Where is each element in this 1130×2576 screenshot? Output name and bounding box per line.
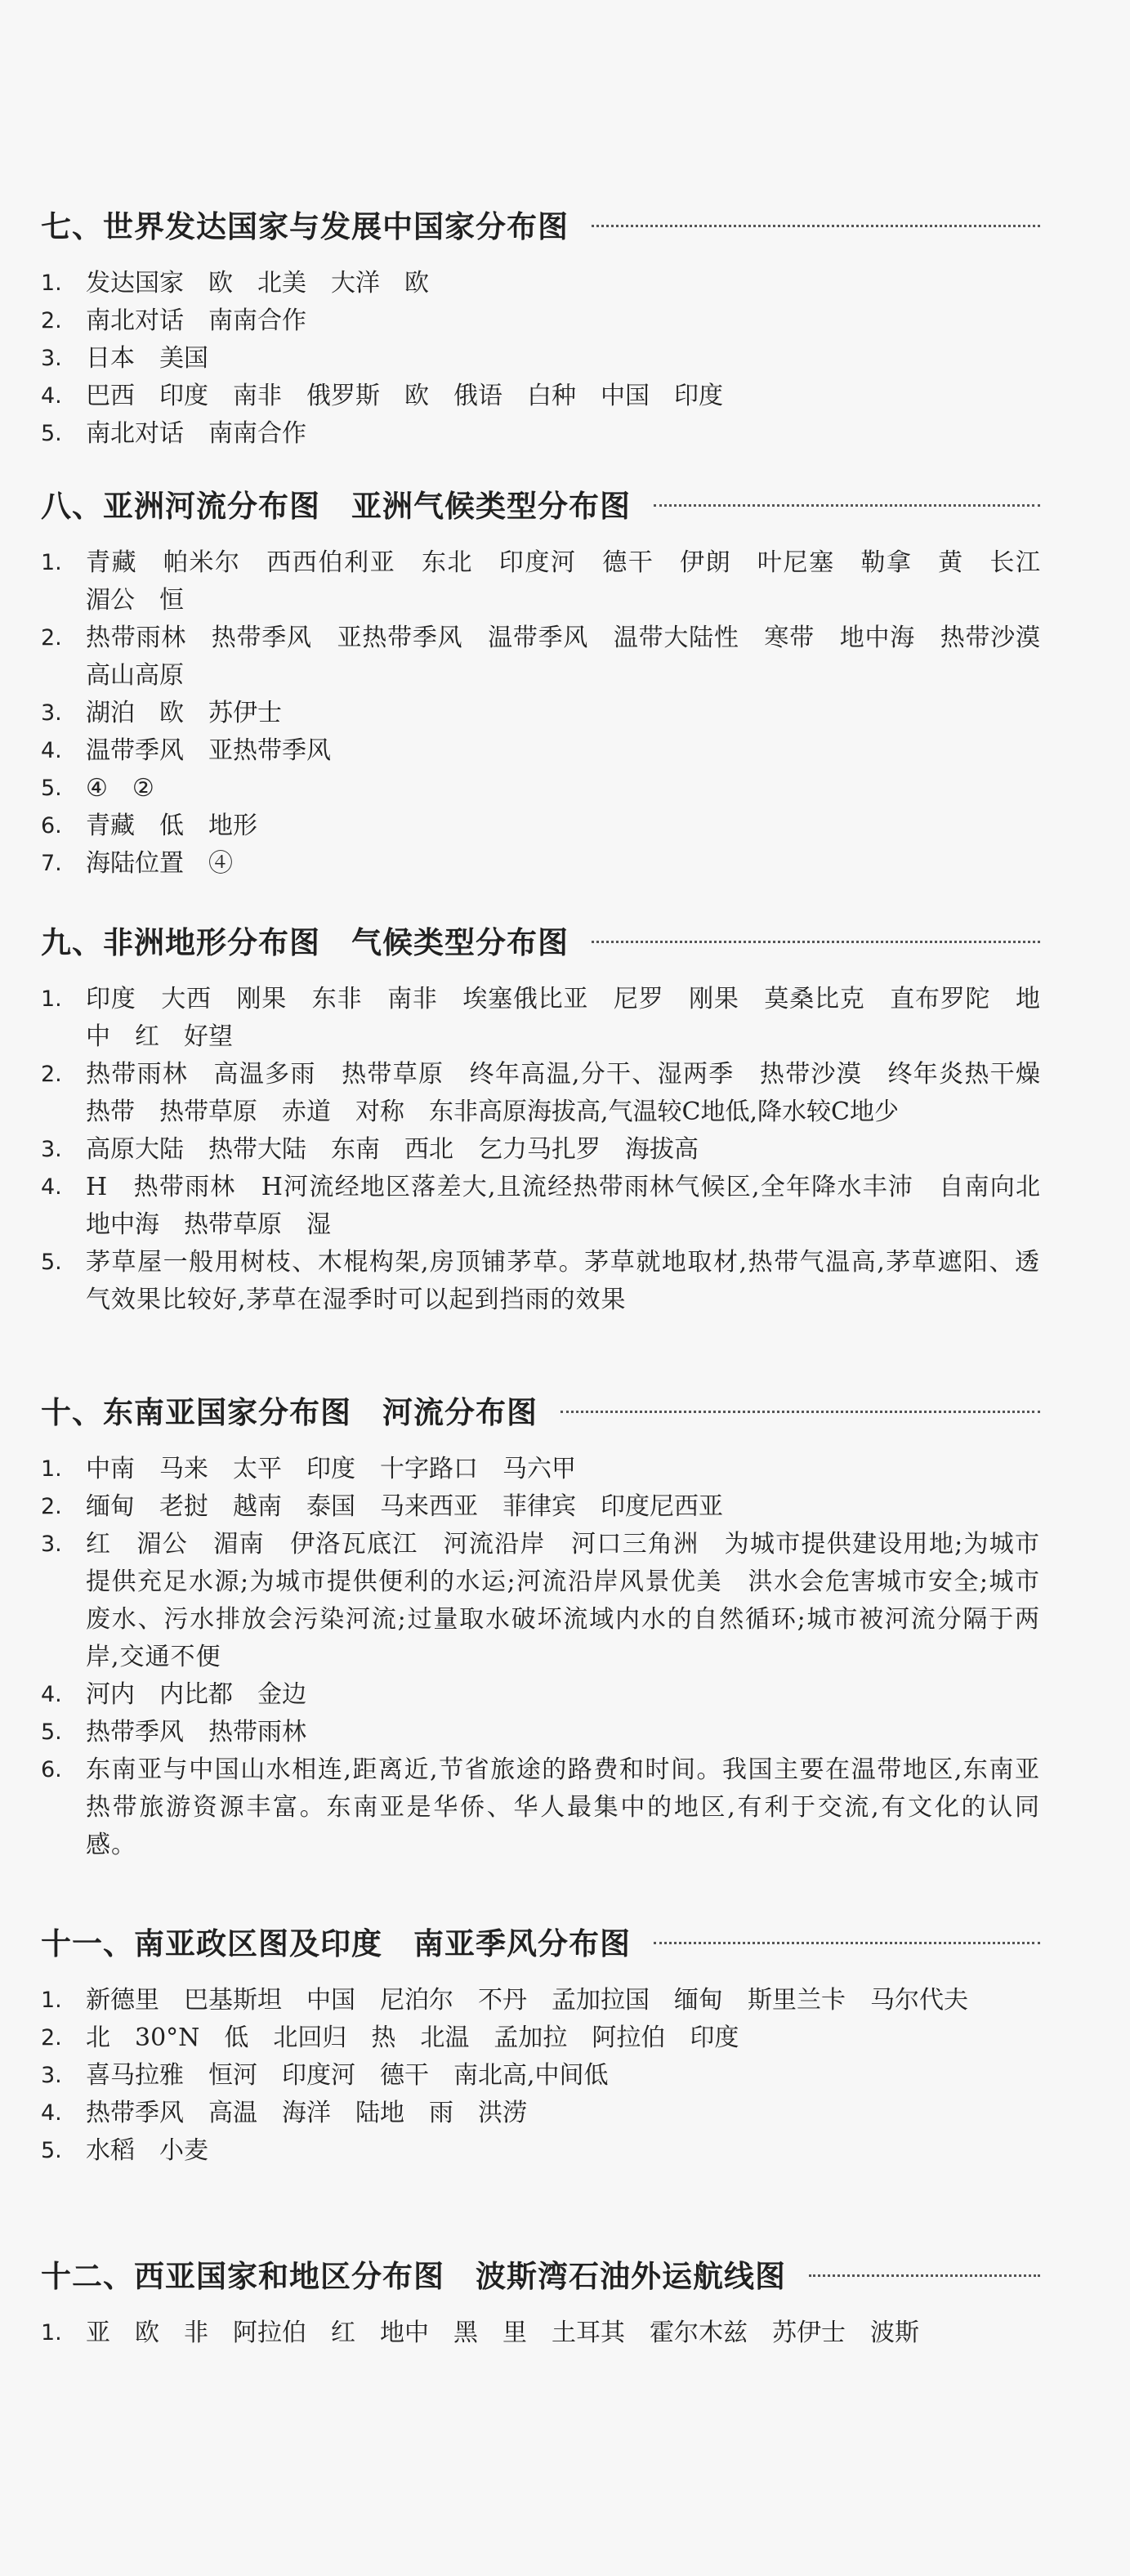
- item-text: 印度 大西 刚果 东非 南非 埃塞俄比亚 尼罗 刚果 莫桑比克 直布罗陀 地中 红 好望: [86, 985, 1040, 1051]
- dotted-leader: [809, 2274, 1040, 2277]
- item-text: 热带季风 高温 海洋 陆地 雨 洪涝: [86, 2099, 527, 2127]
- item-number: 3.: [41, 1532, 62, 1557]
- dotted-leader: [654, 1942, 1040, 1944]
- item-number: 1.: [41, 550, 62, 575]
- answer-item: [41, 2095, 1040, 2132]
- section-title: [41, 199, 1040, 248]
- item-text: 热带雨林 热带季风 亚热带季风 温带季风 温带大陆性 寒带 地中海 热带沙漠 高山高原: [86, 624, 1065, 690]
- section-title-text: 十一、南亚政区图及印度 南亚季风分布图: [41, 1926, 631, 1961]
- item-text: 缅甸 老挝 越南 泰国 马来西亚 菲律宾 印度尼西亚: [86, 1492, 723, 1521]
- item-number: 4.: [41, 383, 62, 409]
- item-number: 5.: [41, 1720, 62, 1745]
- dotted-leader: [592, 225, 1040, 227]
- section-title-text: 十二、西亚国家和地区分布图 波斯湾石油外运航线图: [41, 2259, 786, 2294]
- answer-item: [41, 2132, 1040, 2170]
- item-number: 5.: [41, 2138, 62, 2163]
- item-text: 巴西 印度 南非 俄罗斯 欧 俄语 白种 中国 印度: [86, 382, 723, 410]
- item-text: 新德里 巴基斯坦 中国 尼泊尔 不丹 孟加拉国 缅甸 斯里兰卡 马尔代夫: [86, 1986, 968, 2015]
- item-number: 2.: [41, 308, 62, 333]
- section-title: [41, 479, 1040, 528]
- item-number: 1.: [41, 986, 62, 1012]
- answer-list: [41, 265, 1040, 453]
- answer-item: [41, 1526, 1040, 1676]
- item-text: 发达国家 欧 北美 大洋 欧: [86, 269, 429, 297]
- item-number: 4.: [41, 1682, 62, 1707]
- item-number: 6.: [41, 813, 62, 839]
- item-text: 湖泊 欧 苏伊士: [86, 699, 282, 727]
- item-number: 1.: [41, 1988, 62, 2013]
- item-number: 1.: [41, 271, 62, 296]
- answer-item: [41, 544, 1065, 619]
- answer-list: [41, 1451, 1040, 1864]
- item-text: 热带季风 热带雨林: [86, 1718, 306, 1746]
- item-number: 2.: [41, 1494, 62, 1519]
- dotted-leader: [561, 1411, 1040, 1413]
- item-number: 6.: [41, 1757, 62, 1782]
- item-number: 5.: [41, 421, 62, 446]
- item-number: 7.: [41, 851, 62, 876]
- item-text: 热带雨林 高温多雨 热带草原 终年高温,分干、湿两季 热带沙漠 终年炎热干燥 热带 热带草原 赤道 对称 东非高原海拔高,气温较C地低,降水较C地少: [86, 1060, 1065, 1126]
- answer-list: [41, 2314, 1040, 2352]
- answer-item: [41, 619, 1065, 695]
- answer-item: [41, 378, 1040, 415]
- item-number: 3.: [41, 2063, 62, 2088]
- item-number: 2.: [41, 2025, 62, 2051]
- answer-item: [41, 981, 1040, 1056]
- answer-item: [41, 1169, 1065, 1244]
- answer-item: [41, 1714, 1040, 1751]
- dotted-leader: [654, 504, 1040, 507]
- item-text: 高原大陆 热带大陆 东南 西北 乞力马扎罗 海拔高: [86, 1135, 699, 1164]
- section-title: [41, 915, 1040, 964]
- item-text: 南北对话 南南合作: [86, 419, 306, 448]
- item-text: 海陆位置 ④: [86, 849, 233, 878]
- section-9: [41, 915, 1065, 1319]
- answer-item: [41, 2314, 1040, 2352]
- answer-item: [41, 807, 1040, 845]
- answer-item: [41, 1676, 1040, 1714]
- answer-list: [41, 1982, 1040, 2170]
- answer-item: [41, 1488, 1040, 1526]
- section-8: [41, 479, 1065, 883]
- item-text: 红 湄公 湄南 伊洛瓦底江 河流沿岸 河口三角洲 为城市提供建设用地;为城市提供充足水源;为城市提供便利的水运;河流沿岸风景优美 洪水会危害城市安全;城市废水、污水排放会污染河流;过量取水破坏流域内水的自然循环;城市被河流分隔于两岸,交通不便: [86, 1530, 1040, 1671]
- item-text: ④ ②: [86, 774, 154, 803]
- section-10: [41, 1385, 1040, 1864]
- section-title-text: 八、亚洲河流分布图 亚洲气候类型分布图: [41, 489, 631, 524]
- item-text: 中南 马来 太平 印度 十字路口 马六甲: [86, 1455, 576, 1483]
- item-text: 水稻 小麦: [86, 2136, 208, 2165]
- answer-item: [41, 695, 1040, 732]
- section-title: [41, 1385, 1040, 1434]
- item-number: 3.: [41, 1137, 62, 1162]
- answer-item: [41, 302, 1040, 340]
- item-text: 河内 内比都 金边: [86, 1680, 306, 1709]
- section-title-text: 七、世界发达国家与发展中国家分布图: [41, 209, 569, 244]
- section-title: [41, 2249, 1040, 2298]
- item-number: 4.: [41, 1174, 62, 1200]
- item-text: 喜马拉雅 恒河 印度河 德干 南北高,中间低: [86, 2061, 609, 2090]
- item-text: 日本 美国: [86, 344, 208, 373]
- item-number: 1.: [41, 2320, 62, 2346]
- section-11: [41, 1916, 1040, 2170]
- answer-item: [41, 1244, 1040, 1319]
- answer-item: [41, 1982, 1040, 2019]
- answer-item: [41, 2019, 1040, 2057]
- item-text: 南北对话 南南合作: [86, 306, 306, 335]
- item-text: 亚 欧 非 阿拉伯 红 地中 黑 里 土耳其 霍尔木兹 苏伊士 波斯: [86, 2319, 919, 2347]
- item-text: 北 30°N 低 北回归 热 北温 孟加拉 阿拉伯 印度: [86, 2024, 739, 2052]
- answer-item: [41, 732, 1040, 770]
- answer-item: [41, 1056, 1065, 1131]
- answer-item: [41, 415, 1040, 453]
- answer-item: [41, 1131, 1040, 1169]
- section-title-text: 九、非洲地形分布图 气候类型分布图: [41, 925, 569, 960]
- answer-item: [41, 265, 1040, 302]
- dotted-leader: [592, 941, 1040, 943]
- item-text: 茅草屋一般用树枝、木棍构架,房顶铺茅草。茅草就地取材,热带气温高,茅草遮阳、透气效果比较好,茅草在湿季时可以起到挡雨的效果: [86, 1248, 1040, 1314]
- section-12: [41, 2249, 1040, 2352]
- answer-item: [41, 2057, 1040, 2095]
- answer-item: [41, 340, 1040, 378]
- item-number: 3.: [41, 700, 62, 726]
- answer-item: [41, 1751, 1040, 1864]
- item-text: 青藏 帕米尔 西西伯利亚 东北 印度河 德干 伊朗 叶尼塞 勒拿 黄 长江 湄公 恒: [86, 548, 1065, 615]
- section-title: [41, 1916, 1040, 1966]
- answer-item: [41, 845, 1040, 883]
- item-number: 1.: [41, 1456, 62, 1482]
- item-number: 3.: [41, 346, 62, 371]
- answer-list: [41, 981, 1065, 1319]
- answer-item: [41, 1451, 1040, 1488]
- item-number: 2.: [41, 1062, 62, 1087]
- section-7: [41, 199, 1040, 453]
- item-number: 4.: [41, 2100, 62, 2126]
- item-text: H 热带雨林 H河流经地区落差大,且流经热带雨林气候区,全年降水丰沛 自南向北 地中海 热带草原 湿: [86, 1173, 1065, 1239]
- item-number: 4.: [41, 738, 62, 763]
- item-number: 5.: [41, 776, 62, 801]
- section-title-text: 十、东南亚国家分布图 河流分布图: [41, 1395, 538, 1430]
- item-text: 温带季风 亚热带季风: [86, 736, 331, 765]
- answer-list: [41, 544, 1065, 883]
- item-text: 青藏 低 地形: [86, 812, 257, 840]
- item-text: 东南亚与中国山水相连,距离近,节省旅途的路费和时间。我国主要在温带地区,东南亚热带旅游资源丰富。东南亚是华侨、华人最集中的地区,有利于交流,有文化的认同感。: [86, 1755, 1040, 1859]
- answer-item: [41, 770, 1040, 807]
- item-number: 5.: [41, 1250, 62, 1275]
- item-number: 2.: [41, 625, 62, 651]
